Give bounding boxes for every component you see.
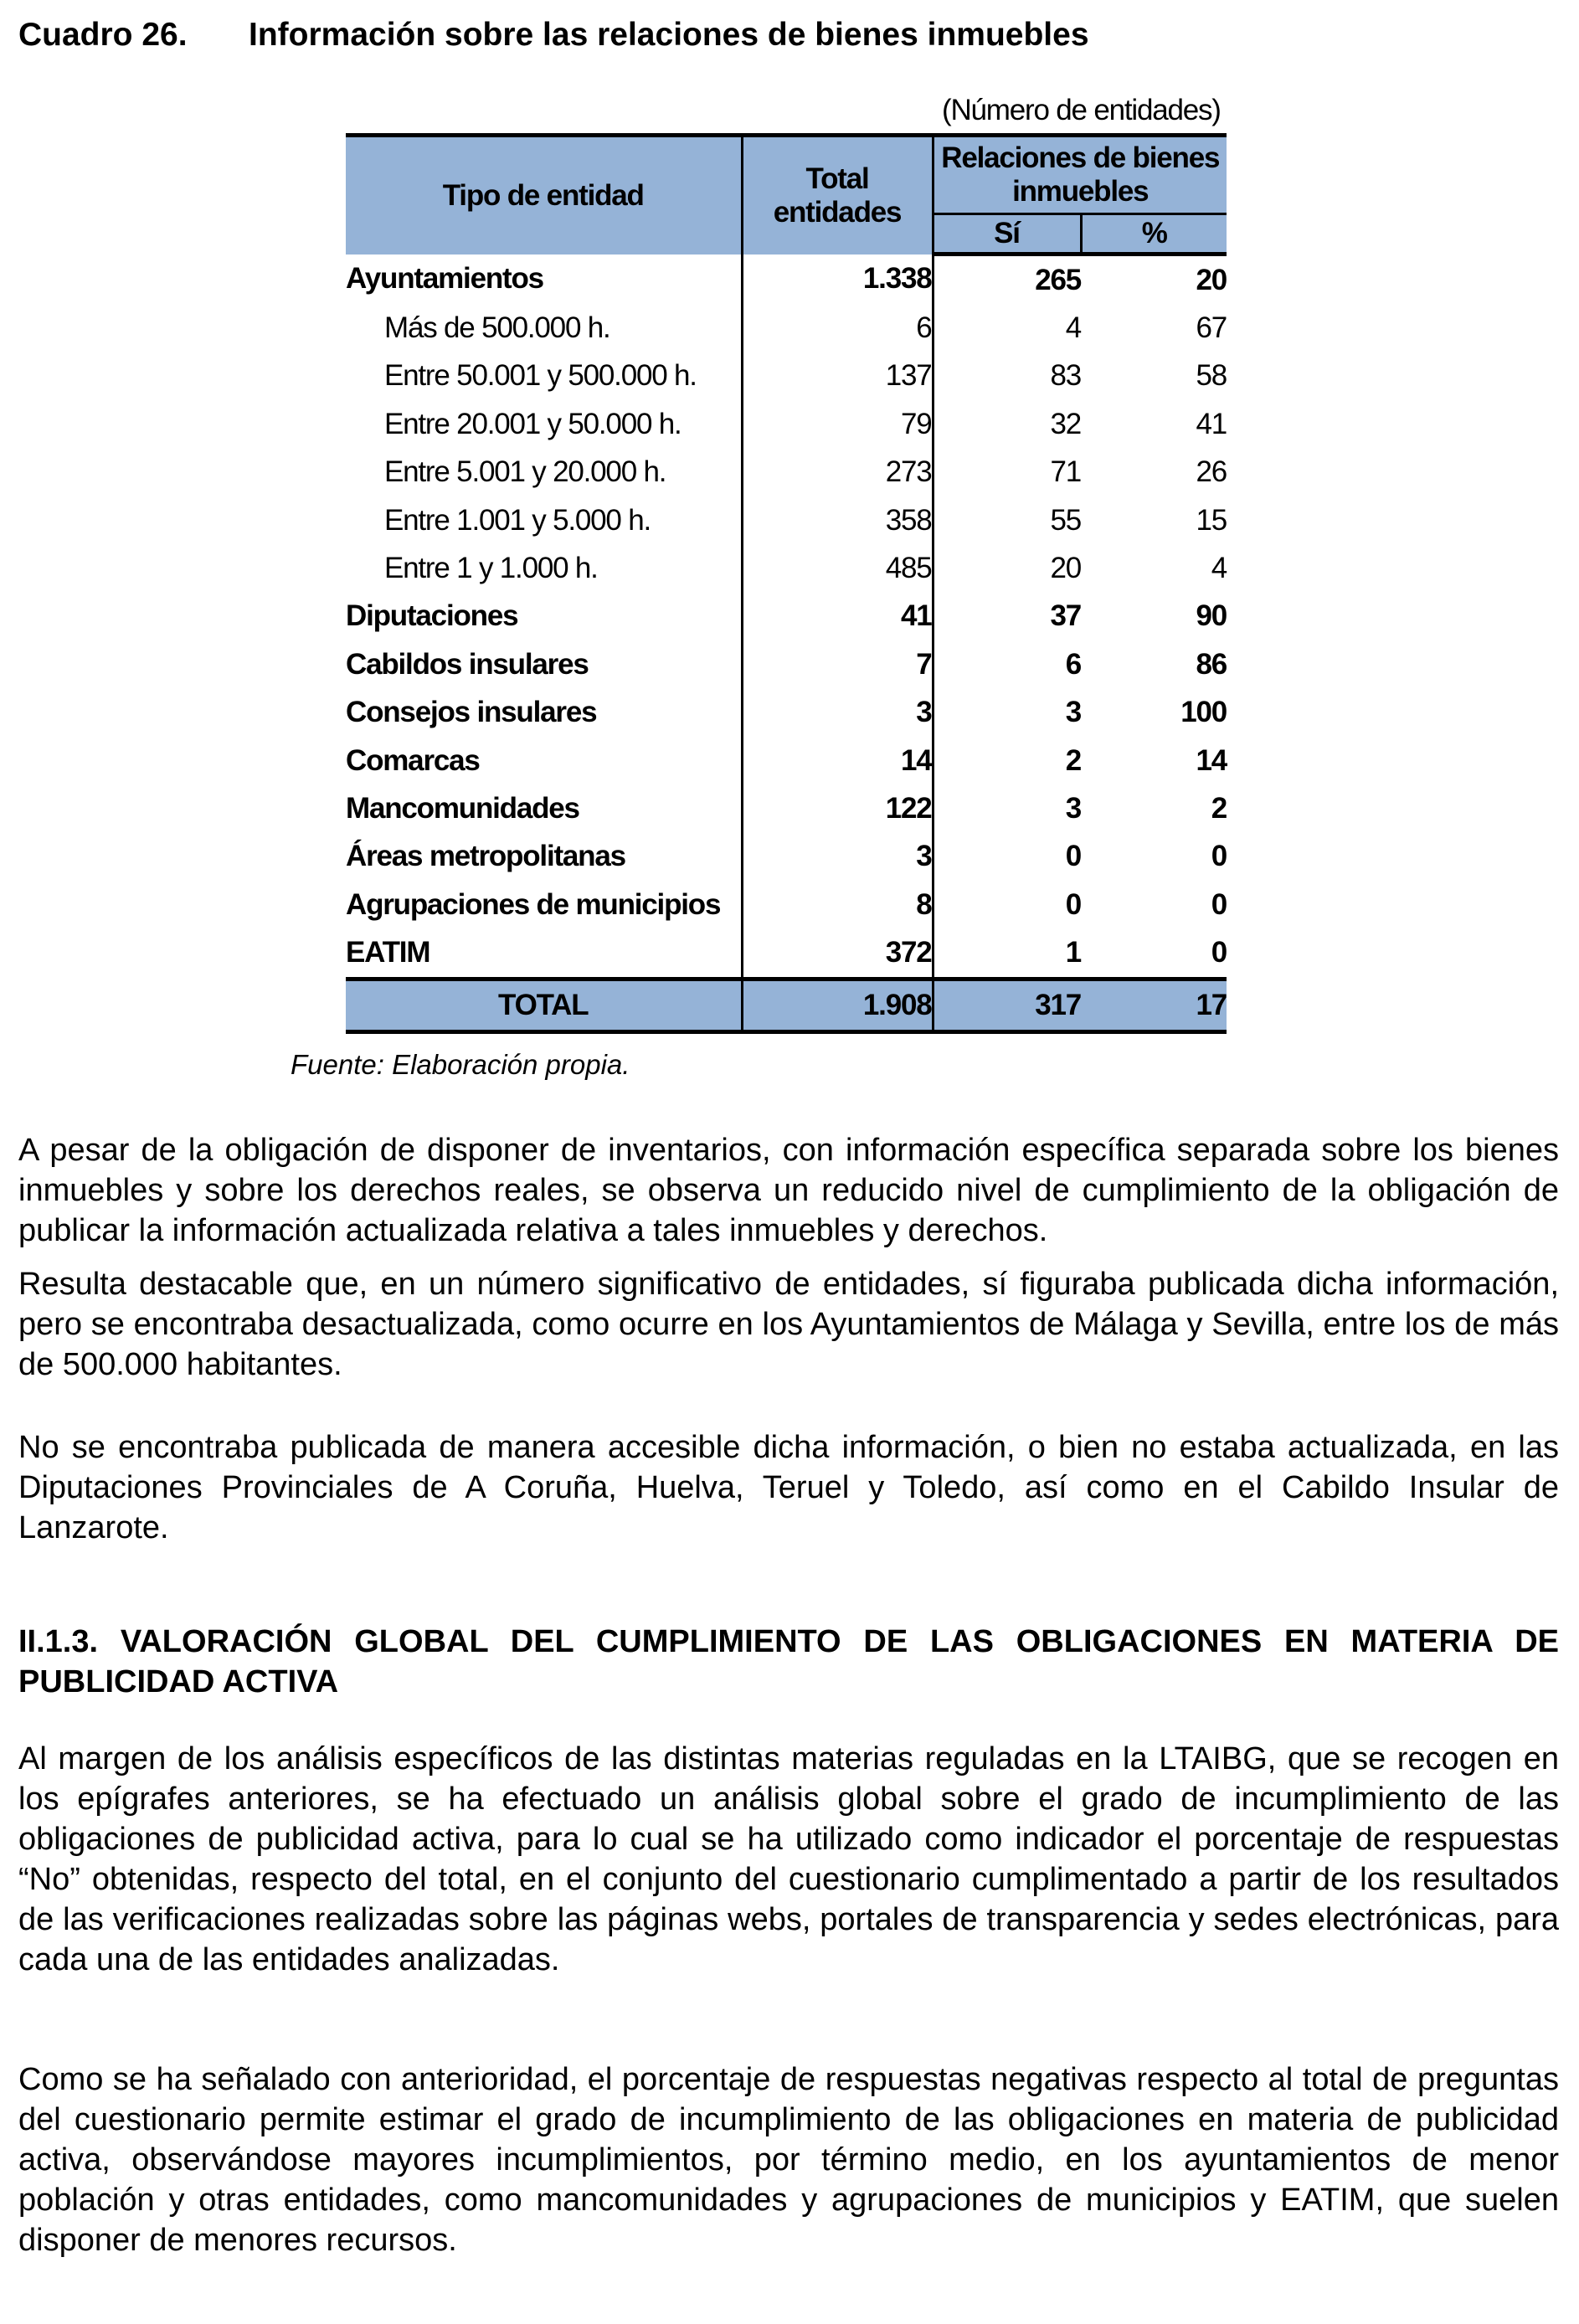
- table-row: [346, 496, 1227, 544]
- row-label: Más de 500.000 h.: [346, 304, 742, 352]
- row-pct: 15: [1196, 503, 1227, 537]
- table-source: Fuente: Elaboración propia.: [291, 1049, 630, 1080]
- header-total-entities: Total entidades: [742, 136, 933, 255]
- header-entity-type: Tipo de entidad: [346, 136, 742, 255]
- row-total-entities: 485: [742, 544, 933, 592]
- row-label: Áreas metropolitanas: [346, 833, 742, 881]
- row-label: Cabildos insulares: [346, 640, 742, 688]
- row-total-entities: 372: [742, 928, 933, 979]
- row-label: Entre 1.001 y 5.000 h.: [346, 496, 742, 544]
- row-total-entities: 3: [742, 689, 933, 737]
- table-row: [346, 928, 1227, 979]
- paragraph-2: Resulta destacable que, en un número significativo de entidades, sí figuraba publicada dicha información, pero se encontraba desactualizada, como ocurre en los Ayuntamientos de Málaga y Sevilla, entre los de más de 500.000 habitantes.: [18, 1267, 1559, 1382]
- row-si: 71: [1050, 455, 1081, 489]
- row-si: 6: [1065, 647, 1081, 681]
- table-units-note: (Número de entidades): [942, 94, 1221, 126]
- row-pct: 20: [1196, 263, 1227, 296]
- table-row: [346, 881, 1227, 928]
- row-total-entities: 273: [742, 449, 933, 496]
- row-total-entities: 14: [742, 737, 933, 784]
- row-label: Comarcas: [346, 737, 742, 784]
- row-si: 32: [1050, 407, 1081, 440]
- table-row: [346, 352, 1227, 400]
- row-si: 55: [1050, 503, 1081, 537]
- row-pct: 0: [1211, 887, 1227, 921]
- row-total-entities: 7: [742, 640, 933, 688]
- caption-title: Información sobre las relaciones de bienes inmuebles: [249, 17, 1089, 53]
- header-si: Sí: [933, 214, 1081, 255]
- paragraph-4: Al margen de los análisis específicos de las distintas materias reguladas en la LTAIBG, que se recogen en los epígrafes anteriores, se ha efectuado un análisis global sobre el grado de incumplimiento de las obligaciones de publicidad activa, para lo cual se ha utilizado como indicador el porcentaje de respuestas “No” obtenidas, respecto del total, en el conjunto del cuestionario cumplimentado a partir de los resultados de las verificaciones realizadas sobre las páginas webs, portales de transparencia y sedes electrónicas, para cada una de las entidades analizadas.: [18, 1741, 1559, 1977]
- table-caption: [18, 17, 1089, 54]
- row-pct: 41: [1196, 407, 1227, 440]
- table-row: [346, 784, 1227, 832]
- row-pct: 4: [1211, 552, 1227, 585]
- paragraph-3: No se encontraba publicada de manera accesible dicha información, o bien no estaba actualizada, en las Diputaciones Provinciales de A Coruña, Huelva, Teruel y Toledo, así como en el Cabildo Insular de Lanzarote.: [18, 1430, 1559, 1545]
- row-si: 3: [1065, 791, 1081, 825]
- paragraph-1: A pesar de la obligación de disponer de inventarios, con información específica separada sobre los bienes inmuebles y sobre los derechos reales, se observa un reducido nivel de cumplimiento de la obligación de publicar la información actualizada relativa a tales inmuebles y derechos.: [18, 1133, 1559, 1248]
- row-label: Entre 50.001 y 500.000 h.: [346, 352, 742, 400]
- row-total-entities: 79: [742, 400, 933, 448]
- row-si: 83: [1050, 359, 1081, 393]
- total-label: TOTAL: [346, 979, 742, 1031]
- row-pct: 2: [1211, 791, 1227, 825]
- row-total-entities: 1.338: [742, 255, 933, 305]
- caption-number: Cuadro 26.: [18, 17, 188, 53]
- header-relaciones: Relaciones de bienes inmuebles: [933, 136, 1227, 214]
- row-label: Mancomunidades: [346, 784, 742, 832]
- row-si: 0: [1065, 887, 1081, 921]
- total-entities-value: 1.908: [742, 979, 933, 1031]
- row-si: 4: [1065, 311, 1081, 345]
- row-si: 0: [1065, 840, 1081, 873]
- row-label: Diputaciones: [346, 593, 742, 640]
- row-total-entities: 3: [742, 833, 933, 881]
- row-total-entities: 8: [742, 881, 933, 928]
- row-si: 2: [1065, 743, 1081, 777]
- row-label: Entre 5.001 y 20.000 h.: [346, 449, 742, 496]
- row-total-entities: 137: [742, 352, 933, 400]
- row-label: Consejos insulares: [346, 689, 742, 737]
- row-pct: 67: [1196, 311, 1227, 345]
- table-row: [346, 400, 1227, 448]
- row-total-entities: 6: [742, 304, 933, 352]
- row-pct: 58: [1196, 359, 1227, 393]
- row-pct: 86: [1196, 647, 1227, 681]
- row-label: Entre 1 y 1.000 h.: [346, 544, 742, 592]
- row-si: 265: [1035, 263, 1081, 296]
- row-label: Entre 20.001 y 50.000 h.: [346, 400, 742, 448]
- total-row: [346, 979, 1227, 1031]
- table-row: [346, 593, 1227, 640]
- row-total-entities: 41: [742, 593, 933, 640]
- row-label: EATIM: [346, 928, 742, 979]
- row-total-entities: 358: [742, 496, 933, 544]
- row-total-entities: 122: [742, 784, 933, 832]
- row-pct: 14: [1196, 743, 1227, 777]
- table-row: [346, 449, 1227, 496]
- table-row: [346, 833, 1227, 881]
- table-row: [346, 737, 1227, 784]
- row-si: 3: [1065, 696, 1081, 729]
- total-si-value: 317: [933, 979, 1081, 1031]
- table-row: [346, 255, 1227, 305]
- row-si: 37: [1050, 599, 1081, 633]
- table-row: [346, 689, 1227, 737]
- row-label: Ayuntamientos: [346, 255, 742, 305]
- row-pct: 0: [1211, 936, 1227, 969]
- row-pct: 100: [1180, 696, 1227, 729]
- section-heading: II.1.3. VALORACIÓN GLOBAL DEL CUMPLIMIENTO DE LAS OBLIGACIONES EN MATERIA DE PUBLICIDAD ACTIVA: [18, 1624, 1559, 1699]
- header-pct: %: [1081, 214, 1227, 255]
- row-si: 1: [1065, 936, 1081, 969]
- table-row: [346, 304, 1227, 352]
- real-estate-table: [346, 133, 1227, 1034]
- row-label: Agrupaciones de municipios: [346, 881, 742, 928]
- row-pct: 90: [1196, 599, 1227, 633]
- row-pct: 26: [1196, 455, 1227, 489]
- paragraph-5: Como se ha señalado con anterioridad, el porcentaje de respuestas negativas respecto al total de preguntas del cuestionario permite estimar el grado de incumplimiento de las obligaciones en materia de publicidad activa, observándose mayores incumplimientos, por término medio, en los ayuntamientos de menor población y otras entidades, como mancomunidades y agrupaciones de municipios y EATIM, que suelen disponer de menores recursos.: [18, 2062, 1559, 2258]
- row-si: 20: [1050, 552, 1081, 585]
- row-pct: 0: [1211, 840, 1227, 873]
- table-row: [346, 544, 1227, 592]
- table-row: [346, 640, 1227, 688]
- total-pct-value: 17: [1081, 979, 1227, 1031]
